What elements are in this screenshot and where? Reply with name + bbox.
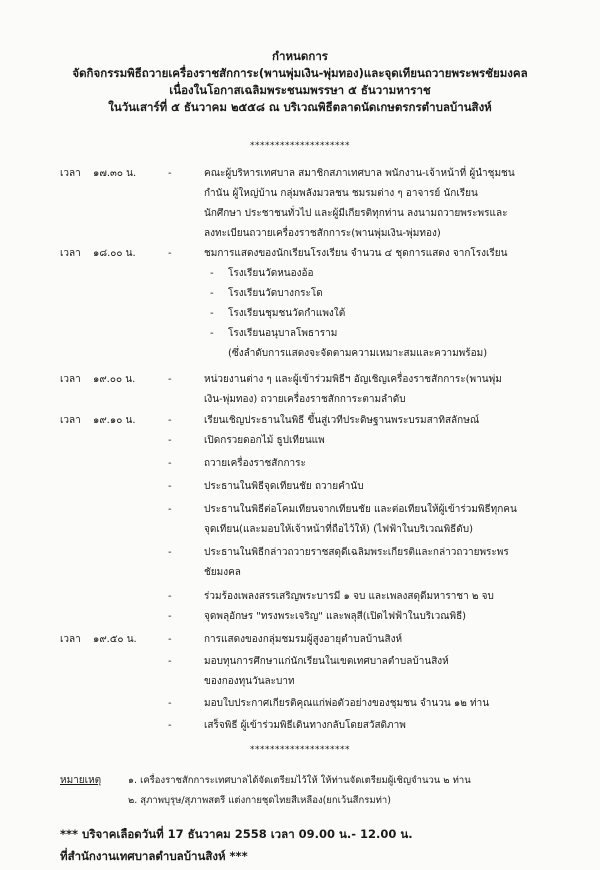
header-title: กำหนดการ xyxy=(272,49,328,63)
bullet-dash: - xyxy=(168,656,172,667)
schedule-text: มอบใบประกาศเกียรติคุณแก่พ่อตัวอย่างของชุมชน จำนวน ๑๒ ท่าน xyxy=(204,698,490,709)
bullet-dash: - xyxy=(168,248,172,259)
schedule-text: มอบทุนการศึกษาแก่นักเรียนในเขตเทศบาลตำบลบ้านสิงห์ xyxy=(204,656,449,667)
bullet-dash: - xyxy=(168,415,172,426)
bullet-dash: - xyxy=(168,720,172,731)
schedule-text: เรียนเชิญประธานในพิธี ขึ้นสู่เวทีประดิษฐานพระบรมสาทิสลักษณ์ xyxy=(204,415,480,426)
school-name: โรงเรียนวัดบางกระโด xyxy=(228,288,323,299)
note-text: ๒. สุภาพบุรุษ/สุภาพสตรี แต่งกายชุดไทยสีเหลือง(ยกเว้นสีกรมท่า) xyxy=(128,795,391,806)
footer-location: ที่สำนักงานเทศบาลตำบลบ้านสิงห์ *** xyxy=(60,849,248,863)
school-name: โรงเรียนชุมชนวัดกำแพงใต้ xyxy=(228,308,346,319)
header-date-venue: ในวันเสาร์ที่ ๕ ธันวาคม ๒๕๕๘ ณ บริเวณพิธีตลาดนัดเกษตรกรตำบลบ้านสิงห์ xyxy=(108,100,492,114)
school-name: โรงเรียนวัดหนองอ้อ xyxy=(228,268,314,279)
footer-blood-donation: *** บริจาคเลือดวันที่ 17 ธันวาคม 2558 เวลา 09.00 น.- 12.00 น. xyxy=(60,827,413,841)
schedule-text: ของกองทุนวันละบาท xyxy=(204,676,295,687)
school-name: โรงเรียนอนุบาลโพธาราม xyxy=(228,328,338,339)
schedule-text: เงิน-พุ่มทอง) ถวายเครื่องราชสักการะตามลำดับ xyxy=(204,394,406,405)
schedule-text: ร่วมร้องเพลงสรรเสริญพระบารมี ๑ จบ และเพลงสดุดีมหาราชา ๒ จบ xyxy=(204,591,494,602)
schedule-text: ประธานในพิธีต่อโคมเทียนจากเทียนชัย และต่อเทียนให้ผู้เข้าร่วมพิธีทุกคน xyxy=(204,504,517,515)
bullet-dash: - xyxy=(168,611,172,622)
time-label: เวลา xyxy=(60,374,81,385)
time-label: เวลา xyxy=(60,168,81,179)
schedule-text: ประธานในพิธีกล่าวถวายราชสดุดีเฉลิมพระเกียรติและกล่าวถวายพระพร xyxy=(204,547,509,558)
bullet-dash: - xyxy=(168,698,172,709)
schedule-text: จุดพลุอักษร "ทรงพระเจริญ" และพลุสี(เปิดไฟฟ้าในบริเวณพิธี) xyxy=(204,611,467,622)
bullet-dash: - xyxy=(168,634,172,645)
schedule-text: หน่วยงานต่าง ๆ และผู้เข้าร่วมพิธีฯ อัญเชิญเครื่องราชสักการะ(พานพุ่ม xyxy=(204,374,502,385)
bullet-dash: - xyxy=(168,374,172,385)
header-occasion: เนื่องในโอกาสเฉลิมพระชนมพรรษา ๕ ธันวามหาราช xyxy=(169,83,431,97)
bullet-dash: - xyxy=(210,328,214,339)
time-label: เวลา xyxy=(60,248,81,259)
schedule-text: ชัยมงคล xyxy=(204,567,241,578)
schedule-text: ชมการแสดงของนักเรียนโรงเรียน จำนวน ๔ ชุดการแสดง จากโรงเรียน xyxy=(204,248,508,259)
note-text: ๑. เครื่องราชสักการะเทศบาลได้จัดเตรียมไว้ให้ ให้ท่านจัดเตรียมผู้เชิญจำนวน ๒ ท่าน xyxy=(128,775,471,786)
bullet-dash: - xyxy=(210,268,214,279)
note-label: หมายเหตุ xyxy=(60,775,102,786)
header-separator: ******************** xyxy=(250,141,350,151)
time-label: เวลา xyxy=(60,634,81,645)
schedule-text: กำนัน ผู้ใหญ่บ้าน กลุ่มพลังมวลชน ชมรมต่าง ๆ อาจารย์ นักเรียน xyxy=(204,188,478,199)
bullet-dash: - xyxy=(168,547,172,558)
bullet-dash: - xyxy=(168,168,172,179)
bullet-dash: - xyxy=(168,481,172,492)
schedule-text: ลงทะเบียนถวายเครื่องราชสักการะ(พานพุ่มเงิน-พุ่มทอง) xyxy=(204,228,441,239)
schedule-text: การแสดงของกลุ่มชมรมผู้สูงอายุตำบลบ้านสิงห์ xyxy=(204,634,403,645)
schedule-text: ประธานในพิธีจุดเทียนชัย ถวายคำนับ xyxy=(204,481,364,492)
schedule-text: เปิดกรวยดอกไม้ ธูปเทียนแพ xyxy=(204,435,325,446)
schedule-time: ๑๙.๑๐ น. xyxy=(93,415,136,426)
footer-separator: ******************** xyxy=(250,745,350,755)
schedule-time: ๑๙.๕๐ น. xyxy=(93,634,137,645)
schedule-time: ๑๙.๐๐ น. xyxy=(93,374,136,385)
schedule-text: คณะผู้บริหารเทศบาล สมาชิกสภาเทศบาล พนักงาน-เจ้าหน้าที่ ผู้นำชุมชน xyxy=(204,168,515,179)
schedule-text: นักศึกษา ประชาชนทั่วไป และผู้มีเกียรติทุกท่าน ลงนามถวายพระพรและ xyxy=(204,208,508,219)
schedule-text: ถวายเครื่องราชสักการะ xyxy=(204,458,306,469)
bullet-dash: - xyxy=(168,435,172,446)
bullet-dash: - xyxy=(210,288,214,299)
schedule-text: จุดเทียน(และมอบให้เจ้าหน้าที่ถือไว้ให้) (ไฟฟ้าในบริเวณพิธีดับ) xyxy=(204,524,474,535)
schedule-time: ๑๗.๓๐ น. xyxy=(93,168,137,179)
performance-note: (ซึ่งลำดับการแสดงจะจัดตามความเหมาะสมและความพร้อม) xyxy=(228,348,488,359)
bullet-dash: - xyxy=(168,504,172,515)
bullet-dash: - xyxy=(168,458,172,469)
header-event: จัดกิจกรรมพิธีถวายเครื่องราชสักการะ(พานพุ่มเงิน-พุ่มทอง)และจุดเทียนถวายพระพรชัยมงคล xyxy=(72,66,528,80)
bullet-dash: - xyxy=(210,308,214,319)
time-label: เวลา xyxy=(60,415,81,426)
schedule-text: เสร็จพิธี ผู้เข้าร่วมพิธีเดินทางกลับโดยสวัสดิภาพ xyxy=(204,720,406,731)
document-header xyxy=(0,48,600,116)
bullet-dash: - xyxy=(168,591,172,602)
schedule-time: ๑๘.๐๐ น. xyxy=(93,248,136,259)
